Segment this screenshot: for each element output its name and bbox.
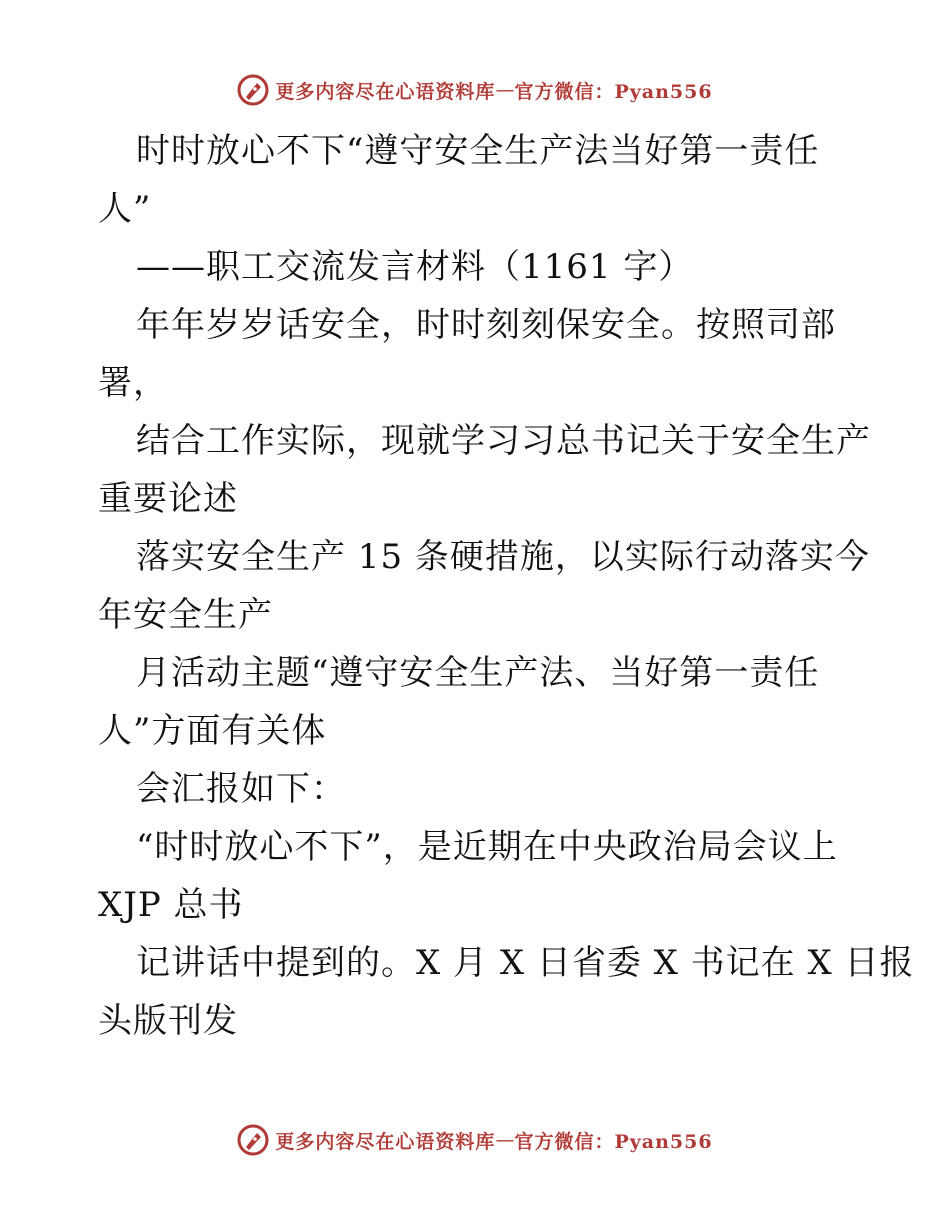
text-line: 会汇报如下：: [136, 769, 346, 809]
banner-separator: —: [495, 1129, 515, 1151]
text-line: 人”: [98, 189, 152, 229]
banner-title: 更多内容尽在心语资料库: [275, 80, 496, 103]
text-line: 结合工作实际，现就学习习总书记关于安全生产: [136, 421, 871, 461]
pen-nib-logo-icon: [237, 74, 269, 106]
text-line: 月活动主题“遵守安全生产法、当好第一责任: [136, 653, 820, 693]
text-line: 重要论述: [98, 479, 238, 519]
pen-nib-logo-icon: [237, 1124, 269, 1156]
text-line: 年安全生产: [98, 595, 273, 635]
header-banner: [0, 70, 950, 110]
text-line: ——职工交流发言材料（1161 字）: [136, 247, 694, 287]
footer-banner: [0, 1120, 950, 1160]
document-body: [98, 122, 915, 1050]
banner-separator: —: [495, 79, 515, 101]
text-line: 时时放心不下“遵守安全生产法当好第一责任: [136, 131, 820, 171]
text-line: 落实安全生产 15 条硬措施，以实际行动落实今: [136, 537, 870, 577]
text-line: 记讲话中提到的。X 月 X 日省委 X 书记在 X 日报: [136, 943, 915, 983]
text-line: 署，: [98, 363, 168, 403]
text-line: “时时放心不下”，是近期在中央政治局会议上: [136, 827, 838, 867]
text-line: 头版刊发: [98, 1001, 238, 1041]
banner-wechat: 官方微信：Pyan556: [514, 80, 713, 103]
banner-wechat: 官方微信：Pyan556: [514, 1130, 713, 1153]
banner-title: 更多内容尽在心语资料库: [275, 1130, 496, 1153]
text-line: 人”方面有关体: [98, 711, 327, 751]
text-line: XJP 总书: [98, 885, 244, 925]
text-line: 年年岁岁话安全，时时刻刻保安全。按照司部: [136, 305, 836, 345]
